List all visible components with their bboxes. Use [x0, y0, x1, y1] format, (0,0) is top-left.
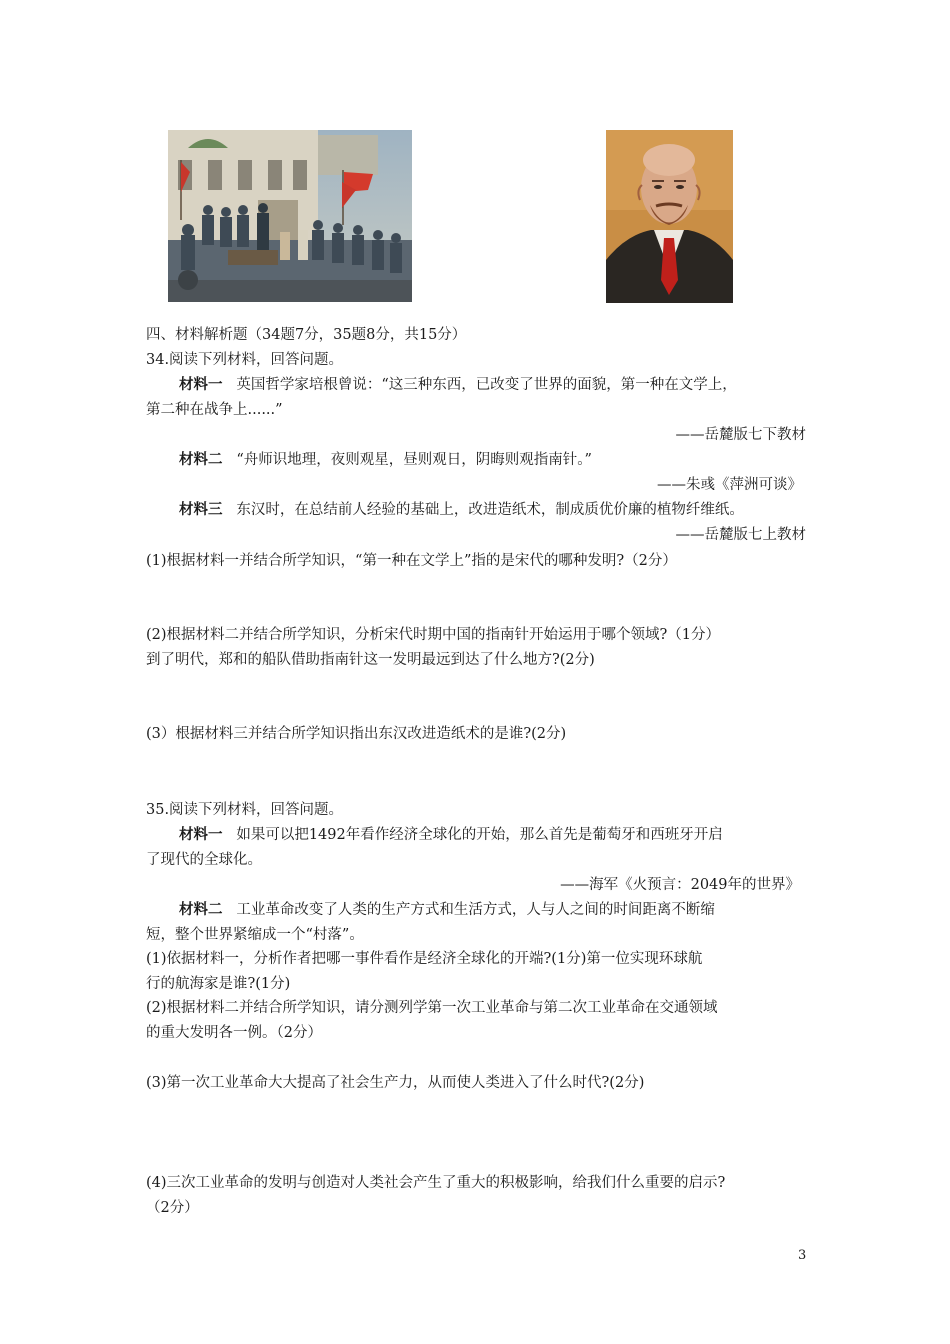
q35-material2-label: 材料二: [179, 901, 223, 918]
q34-material2-source: ——朱彧《萍洲可谈》: [657, 477, 802, 493]
q34-material2: [146, 450, 592, 470]
q35-sub1-line2: 行的航海家是谁?(1分): [146, 976, 291, 992]
q35-material1-line2: 了现代的全球化。: [146, 852, 262, 868]
q34-title: 34.阅读下列材料，回答问题。: [146, 352, 344, 368]
page-number: 3: [798, 1248, 807, 1263]
q35-sub2-line2: 的重大发明各一例。（2分）: [146, 1025, 322, 1041]
q34-sub2-line1: (2)根据材料二并结合所学知识，分析宋代时期中国的指南针开始运用于哪个领域?（1分）: [146, 627, 721, 643]
q34-material3-text: 东汉时，在总结前人经验的基础上，改进造纸术，制成质优价廉的植物纤维纸。: [236, 502, 744, 518]
q35-material1-source: ——海军《火预言：2049年的世界》: [560, 877, 800, 893]
q34-sub3: (3）根据材料三并结合所学知识指出东汉改进造纸术的是谁?(2分): [146, 726, 567, 742]
q35-material2-text: 工业革命改变了人类的生产方式和生活方式，人与人之间的时间距离不断缩: [236, 902, 715, 918]
q34-material3-source: ——岳麓版七上教材: [675, 527, 806, 543]
q34-material1-source: ——岳麓版七下教材: [675, 427, 806, 443]
q34-material3: [146, 500, 744, 520]
q35-sub3: (3)第一次工业革命大大提高了社会生产力，从而使人类进入了什么时代?(2分): [146, 1075, 645, 1091]
q35-title: 35.阅读下列材料，回答问题。: [146, 802, 344, 818]
q34-material2-text: “舟师识地理，夜则观星，昼则观日，阴晦则观指南针。”: [236, 452, 592, 468]
q35-material2-line1: [146, 900, 715, 920]
q35-sub4-line2: （2分）: [146, 1200, 199, 1216]
q34-sub1: (1)根据材料一并结合所学知识，“第一种在文学上”指的是宋代的哪种发明?（2分）: [146, 553, 677, 569]
q35-material1-text: 如果可以把1492年看作经济全球化的开始，那么首先是葡萄牙和西班牙开启: [236, 827, 723, 843]
q34-sub2-line2: 到了明代，郑和的船队借助指南针这一发明最远到达了什么地方?(2分): [146, 652, 595, 668]
portrait-painting: [606, 130, 733, 303]
q34-material1-label: 材料一: [179, 376, 223, 393]
q34-material1-line2: 第二种在战争上......”: [146, 402, 283, 418]
q35-sub1-line1: (1)依据材料一，分析作者把哪一事件看作是经济全球化的开端?(1分)第一位实现环球航: [146, 951, 703, 967]
q34-material2-label: 材料二: [179, 451, 223, 468]
q35-sub4-line1: (4)三次工业革命的发明与创造对人类社会产生了重大的积极影响，给我们什么重要的启示?: [146, 1175, 726, 1191]
q34-material1-text: 英国哲学家培根曾说：“这三种东西，已改变了世界的面貌，第一种在文学上，: [236, 377, 737, 393]
q34-material1-line1: [146, 375, 737, 395]
revolution-painting: [168, 130, 412, 302]
q34-material3-label: 材料三: [179, 501, 223, 518]
q35-material1-label: 材料一: [179, 826, 223, 843]
q35-sub2-line1: (2)根据材料二并结合所学知识，请分测列学第一次工业革命与第二次工业革命在交通领域: [146, 1000, 718, 1016]
section-heading: 四、材料解析题（34题7分，35题8分，共15分）: [146, 327, 467, 343]
q35-material2-line2: 短，整个世界紧缩成一个“村落”。: [146, 927, 364, 943]
q35-material1-line1: [146, 825, 723, 845]
